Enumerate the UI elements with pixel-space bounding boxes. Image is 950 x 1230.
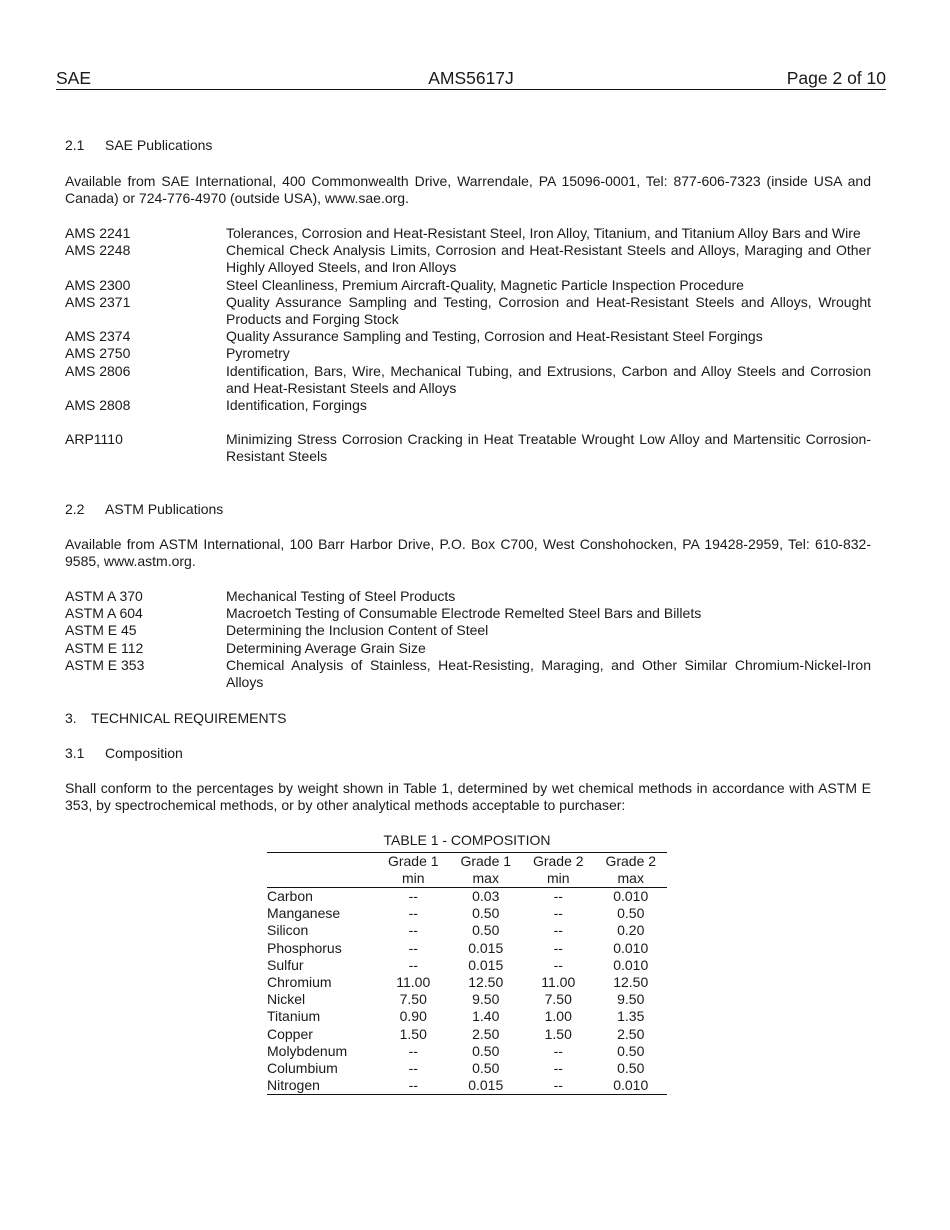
value-cell: 2.50 xyxy=(472,1025,500,1042)
value-cell: -- xyxy=(408,888,418,904)
column-header xyxy=(595,853,668,888)
table-row xyxy=(267,1077,667,1095)
column-header xyxy=(377,853,450,888)
page-header xyxy=(56,68,886,90)
value-cell: 1.00 xyxy=(544,1008,572,1025)
section-3-1-heading xyxy=(65,745,183,762)
value-cell: 9.50 xyxy=(472,991,500,1008)
value-cell: 1.40 xyxy=(472,1008,500,1025)
element-name-cell: Sulfur xyxy=(267,956,304,973)
astm-reference-list xyxy=(65,588,871,691)
value-cell: -- xyxy=(408,1060,418,1077)
reference-code: AMS 2371 xyxy=(65,293,131,310)
table-row xyxy=(267,905,667,922)
value-cell: 11.00 xyxy=(541,974,576,991)
reference-code: AMS 2750 xyxy=(65,345,131,362)
table-header-row xyxy=(267,853,667,888)
reference-title: Mechanical Testing of Steel Products xyxy=(226,588,456,604)
reference-title: Pyrometry xyxy=(226,345,290,362)
element-name-cell: Nitrogen xyxy=(267,1077,377,1095)
value-cell: -- xyxy=(408,956,418,973)
column-header-grade: Grade 2 xyxy=(532,853,584,869)
reference-title: Macroetch Testing of Consumable Electrode Remelted Steel Bars and Billets xyxy=(226,605,702,622)
value-cell: -- xyxy=(408,1042,418,1059)
table-row xyxy=(267,940,667,957)
column-header-limit: min xyxy=(546,870,570,886)
value-cell: 7.50 xyxy=(544,991,572,1008)
reference-title: Chemical Analysis of Stainless, Heat-Resisting, Maraging, and Other Similar Chromium-Nickel-Iron Alloys xyxy=(226,656,871,691)
value-cell: -- xyxy=(408,922,418,939)
value-cell: 0.50 xyxy=(472,1042,500,1059)
value-cell: -- xyxy=(408,905,418,922)
value-cell: -- xyxy=(553,922,563,939)
reference-title: Minimizing Stress Corrosion Cracking in Heat Treatable Wrought Low Alloy and Martensitic Corrosion-Resistant Steels xyxy=(226,431,871,465)
value-cell: 2.50 xyxy=(617,1025,645,1042)
table-row xyxy=(267,888,667,906)
column-header-grade: Grade 2 xyxy=(605,853,657,869)
table-row xyxy=(267,922,667,939)
reference-item xyxy=(65,431,871,465)
column-header-limit: max xyxy=(617,870,644,886)
value-cell: -- xyxy=(553,1042,563,1059)
header-org: SAE xyxy=(56,68,92,88)
value-cell: 0.015 xyxy=(450,1077,523,1095)
reference-item xyxy=(65,294,871,328)
table-body xyxy=(267,888,667,1095)
section-title: ASTM Publications xyxy=(105,501,224,517)
value-cell: 12.50 xyxy=(613,974,649,991)
reference-item xyxy=(65,588,871,605)
column-header-grade: Grade 1 xyxy=(387,853,439,869)
value-cell: 0.015 xyxy=(468,956,504,973)
value-cell: 0.20 xyxy=(617,922,645,939)
reference-code: AMS 2374 xyxy=(65,328,131,345)
reference-title: Identification, Bars, Wire, Mechanical Tubing, and Extrusions, Carbon and Alloy Steels and Corrosion and Heat-Resistant Steels and Alloys xyxy=(226,362,871,396)
column-header xyxy=(522,853,595,888)
reference-item xyxy=(65,657,871,691)
reference-title: Quality Assurance Sampling and Testing, Corrosion and Heat-Resistant Steel Forgings xyxy=(226,328,763,345)
reference-title: Tolerances, Corrosion and Heat-Resistant Steel, Iron Alloy, Titanium, and Titanium Alloy Bars and Wire xyxy=(226,225,861,241)
element-name-cell: Chromium xyxy=(267,974,332,991)
value-cell: 0.010 xyxy=(595,1077,668,1095)
column-header-grade: Grade 1 xyxy=(460,853,512,869)
element-column-header xyxy=(267,853,377,888)
value-cell: 0.50 xyxy=(617,1060,645,1077)
astm-availability-paragraph: Available from ASTM International, 100 Barr Harbor Drive, P.O. Box C700, West Conshohocken, PA 19428-2959, Tel: 610-832-9585, www.astm.org. xyxy=(65,536,871,569)
value-cell: 1.50 xyxy=(544,1025,572,1042)
element-name-cell: Carbon xyxy=(267,888,313,904)
value-cell: -- xyxy=(553,905,563,922)
sae-reference-list xyxy=(65,225,871,466)
section-number: 3.1 xyxy=(65,745,85,761)
reference-item xyxy=(65,640,871,657)
value-cell: 0.015 xyxy=(468,939,504,956)
reference-code: AMS 2248 xyxy=(65,242,131,259)
value-cell: -- xyxy=(553,956,563,973)
sae-availability-paragraph: Available from SAE International, 400 Commonwealth Drive, Warrendale, PA 15096-0001, Tel: 877-606-7323 (inside USA and Canada) or 724-776-4970 (outside USA), www.sae.org. xyxy=(65,173,871,206)
value-cell: 9.50 xyxy=(617,991,645,1008)
value-cell: -- xyxy=(522,1077,595,1095)
value-cell: 0.50 xyxy=(617,905,645,922)
value-cell: 12.50 xyxy=(468,974,504,991)
header-page-number: Page 2 of 10 xyxy=(786,68,886,88)
reference-title: Determining Average Grain Size xyxy=(226,639,426,656)
section-2-2-heading xyxy=(65,501,223,518)
table-row xyxy=(267,974,667,991)
table-row xyxy=(267,1008,667,1025)
element-name-cell: Silicon xyxy=(267,922,309,939)
value-cell: 0.50 xyxy=(472,922,500,939)
element-name-cell: Molybdenum xyxy=(267,1042,348,1059)
table-row xyxy=(267,1026,667,1043)
value-cell: -- xyxy=(553,939,563,956)
reference-item xyxy=(65,397,871,414)
reference-code: AMS 2241 xyxy=(65,225,131,241)
table-row xyxy=(267,957,667,974)
value-cell: 1.50 xyxy=(399,1025,427,1042)
value-cell: 0.010 xyxy=(613,888,649,904)
section-3-heading xyxy=(65,710,287,727)
composition-paragraph: Shall conform to the percentages by weight shown in Table 1, determined by wet chemical methods in accordance with ASTM E 353, by spectrochemical methods, or by other analytical methods acceptable to purchaser: xyxy=(65,780,871,813)
reference-title: Steel Cleanliness, Premium Aircraft-Quality, Magnetic Particle Inspection Procedure xyxy=(226,276,744,293)
element-name-cell: Manganese xyxy=(267,905,341,922)
reference-item xyxy=(65,622,871,639)
column-header-limit: max xyxy=(472,870,499,886)
element-name-cell: Copper xyxy=(267,1025,313,1042)
value-cell: 0.90 xyxy=(399,1008,427,1025)
column-header-limit: min xyxy=(401,870,425,886)
element-name-cell: Titanium xyxy=(267,1008,321,1025)
section-2-1-heading xyxy=(65,137,212,154)
reference-title: Quality Assurance Sampling and Testing, Corrosion and Heat-Resistant Steels and Alloys, Wrought Products and Forging Stock xyxy=(226,293,871,328)
value-cell: 0.03 xyxy=(472,888,500,904)
reference-title: Chemical Check Analysis Limits, Corrosion and Heat-Resistant Steels and Alloys, Maraging and Other Highly Alloyed Steels, and Iron Alloys xyxy=(226,242,871,276)
column-header xyxy=(450,853,523,888)
table-row xyxy=(267,991,667,1008)
reference-item xyxy=(65,277,871,294)
reference-title: Identification, Forgings xyxy=(226,397,367,414)
reference-item xyxy=(65,345,871,362)
reference-item xyxy=(65,363,871,397)
section-number: 3. xyxy=(65,710,77,726)
reference-code: AMS 2300 xyxy=(65,276,131,293)
section-number: 2.2 xyxy=(65,501,85,517)
value-cell: 11.00 xyxy=(396,974,431,991)
section-number: 2.1 xyxy=(65,137,85,153)
reference-code: ASTM A 370 xyxy=(65,588,143,604)
reference-item xyxy=(65,242,871,276)
section-title: TECHNICAL REQUIREMENTS xyxy=(91,710,287,726)
value-cell: 7.50 xyxy=(399,991,427,1008)
element-name-cell: Nickel xyxy=(267,991,306,1008)
reference-title: Determining the Inclusion Content of Steel xyxy=(226,622,489,639)
value-cell: 0.010 xyxy=(613,956,649,973)
table-row xyxy=(267,1060,667,1077)
reference-code: ASTM E 45 xyxy=(65,622,137,639)
reference-code: ASTM E 112 xyxy=(65,639,144,656)
value-cell: -- xyxy=(377,1077,450,1095)
value-cell: 1.35 xyxy=(617,1008,645,1025)
value-cell: -- xyxy=(553,1060,563,1077)
reference-code: ASTM A 604 xyxy=(65,605,143,622)
value-cell: 0.50 xyxy=(617,1042,645,1059)
reference-code: AMS 2806 xyxy=(65,362,131,379)
section-title: SAE Publications xyxy=(105,137,213,153)
composition-table xyxy=(267,852,667,1095)
value-cell: 0.50 xyxy=(472,1060,500,1077)
value-cell: -- xyxy=(553,888,563,904)
table-header xyxy=(267,853,667,888)
reference-item xyxy=(65,225,871,242)
reference-item xyxy=(65,605,871,622)
reference-code: ASTM E 353 xyxy=(65,656,145,673)
header-doc-number: AMS5617J xyxy=(428,68,514,88)
value-cell: 0.010 xyxy=(613,939,649,956)
table-row xyxy=(267,1043,667,1060)
value-cell: 0.50 xyxy=(472,905,500,922)
value-cell: -- xyxy=(408,939,418,956)
section-title: Composition xyxy=(105,745,183,761)
reference-item xyxy=(65,328,871,345)
element-name-cell: Phosphorus xyxy=(267,939,342,956)
reference-code: ARP1110 xyxy=(65,431,123,448)
table-caption: TABLE 1 - COMPOSITION xyxy=(383,832,551,848)
reference-code: AMS 2808 xyxy=(65,397,131,414)
element-name-cell: Columbium xyxy=(267,1060,338,1077)
